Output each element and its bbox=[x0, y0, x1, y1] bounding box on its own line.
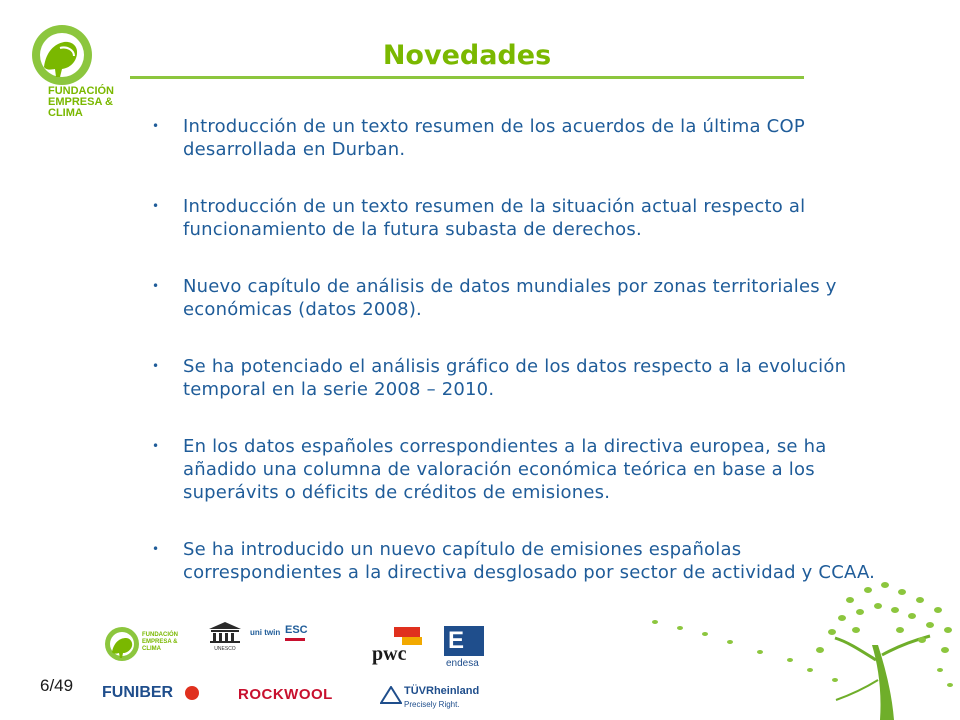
funiber-globe-icon bbox=[184, 685, 200, 701]
sponsor-esc-logo bbox=[283, 622, 323, 666]
page-title: Novedades bbox=[382, 40, 552, 71]
esc-label: ESC bbox=[285, 624, 308, 636]
fec-line-1: FUNDACIÓN bbox=[142, 632, 178, 638]
fec-line-3: CLIMA bbox=[142, 646, 161, 652]
list-item bbox=[150, 355, 900, 401]
sponsor-endesa-logo bbox=[444, 626, 490, 670]
bullet-text: Se ha potenciado el análisis gráfico de los datos respecto a la evolución temporal en la serie 2008 – 2010. bbox=[183, 356, 847, 400]
list-item bbox=[150, 435, 900, 504]
list-item bbox=[150, 115, 900, 161]
bullet-text: Nuevo capítulo de análisis de datos mundiales por zonas territoriales y económicas (datos 2008). bbox=[183, 276, 837, 320]
rockwool-label: ROCKWOOL bbox=[238, 686, 333, 703]
bullet-icon: • bbox=[152, 542, 160, 556]
bullet-icon: • bbox=[152, 439, 160, 453]
bullet-icon: • bbox=[152, 119, 160, 133]
page-number: 6/49 bbox=[40, 676, 74, 695]
fec-line-2: EMPRESA & bbox=[142, 639, 178, 645]
pwc-label: pwc bbox=[372, 643, 407, 665]
tree-illustration bbox=[610, 570, 960, 720]
endesa-logo-mark: E bbox=[444, 626, 484, 656]
tuv-tagline: Precisely Right. bbox=[404, 700, 460, 709]
bullet-text: Introducción de un texto resumen de la situación actual respecto al funcionamiento de la futura subasta de derechos. bbox=[183, 196, 806, 240]
list-item bbox=[150, 195, 900, 241]
sponsor-pwc-logo bbox=[372, 625, 432, 669]
sponsor-funiber-logo bbox=[102, 684, 202, 710]
bullet-icon: • bbox=[152, 359, 160, 373]
sponsor-rockwool-logo bbox=[238, 686, 348, 710]
bullet-text: Se ha introducido un nuevo capítulo de emisiones españolas correspondientes a la directiva desglosado por sector de actividad y CCAA. bbox=[183, 539, 876, 583]
bullet-text: Introducción de un texto resumen de los acuerdos de la última COP desarrollada en Durban. bbox=[183, 116, 805, 160]
sponsor-fec-logo bbox=[102, 622, 182, 668]
logo-line-3: CLIMA bbox=[48, 107, 83, 119]
title-underline bbox=[130, 76, 804, 79]
logo-line-1: FUNDACIÓN bbox=[48, 85, 114, 97]
unesco-temple-icon bbox=[207, 620, 243, 644]
pwc-logo-mark bbox=[394, 627, 420, 637]
funiber-label: FUNIBER bbox=[102, 684, 174, 701]
unitwin-label: uni twin bbox=[250, 628, 281, 637]
fec-logo-icon bbox=[102, 624, 142, 664]
sponsor-unesco-logo bbox=[200, 620, 250, 666]
tuv-label: TÜVRheinland bbox=[404, 685, 480, 697]
bullet-icon: • bbox=[152, 199, 160, 213]
sponsor-unitwin-logo bbox=[248, 620, 288, 666]
bullet-list bbox=[150, 115, 900, 584]
bullet-text: En los datos españoles correspondientes a la directiva europea, se ha añadido una columna de valoración económica teórica en base a los superávits o déficits de créditos de emisiones. bbox=[183, 436, 827, 503]
fundacion-logo-text bbox=[48, 86, 114, 119]
esc-logo-mark bbox=[285, 638, 305, 641]
sponsor-tuv-logo bbox=[380, 684, 490, 714]
list-item bbox=[150, 275, 900, 321]
unesco-label: UNESCO bbox=[214, 646, 236, 652]
tuv-triangle-icon bbox=[380, 686, 402, 704]
endesa-label: endesa bbox=[446, 658, 479, 669]
bullet-icon: • bbox=[152, 279, 160, 293]
logo-line-2: EMPRESA & bbox=[48, 96, 113, 108]
